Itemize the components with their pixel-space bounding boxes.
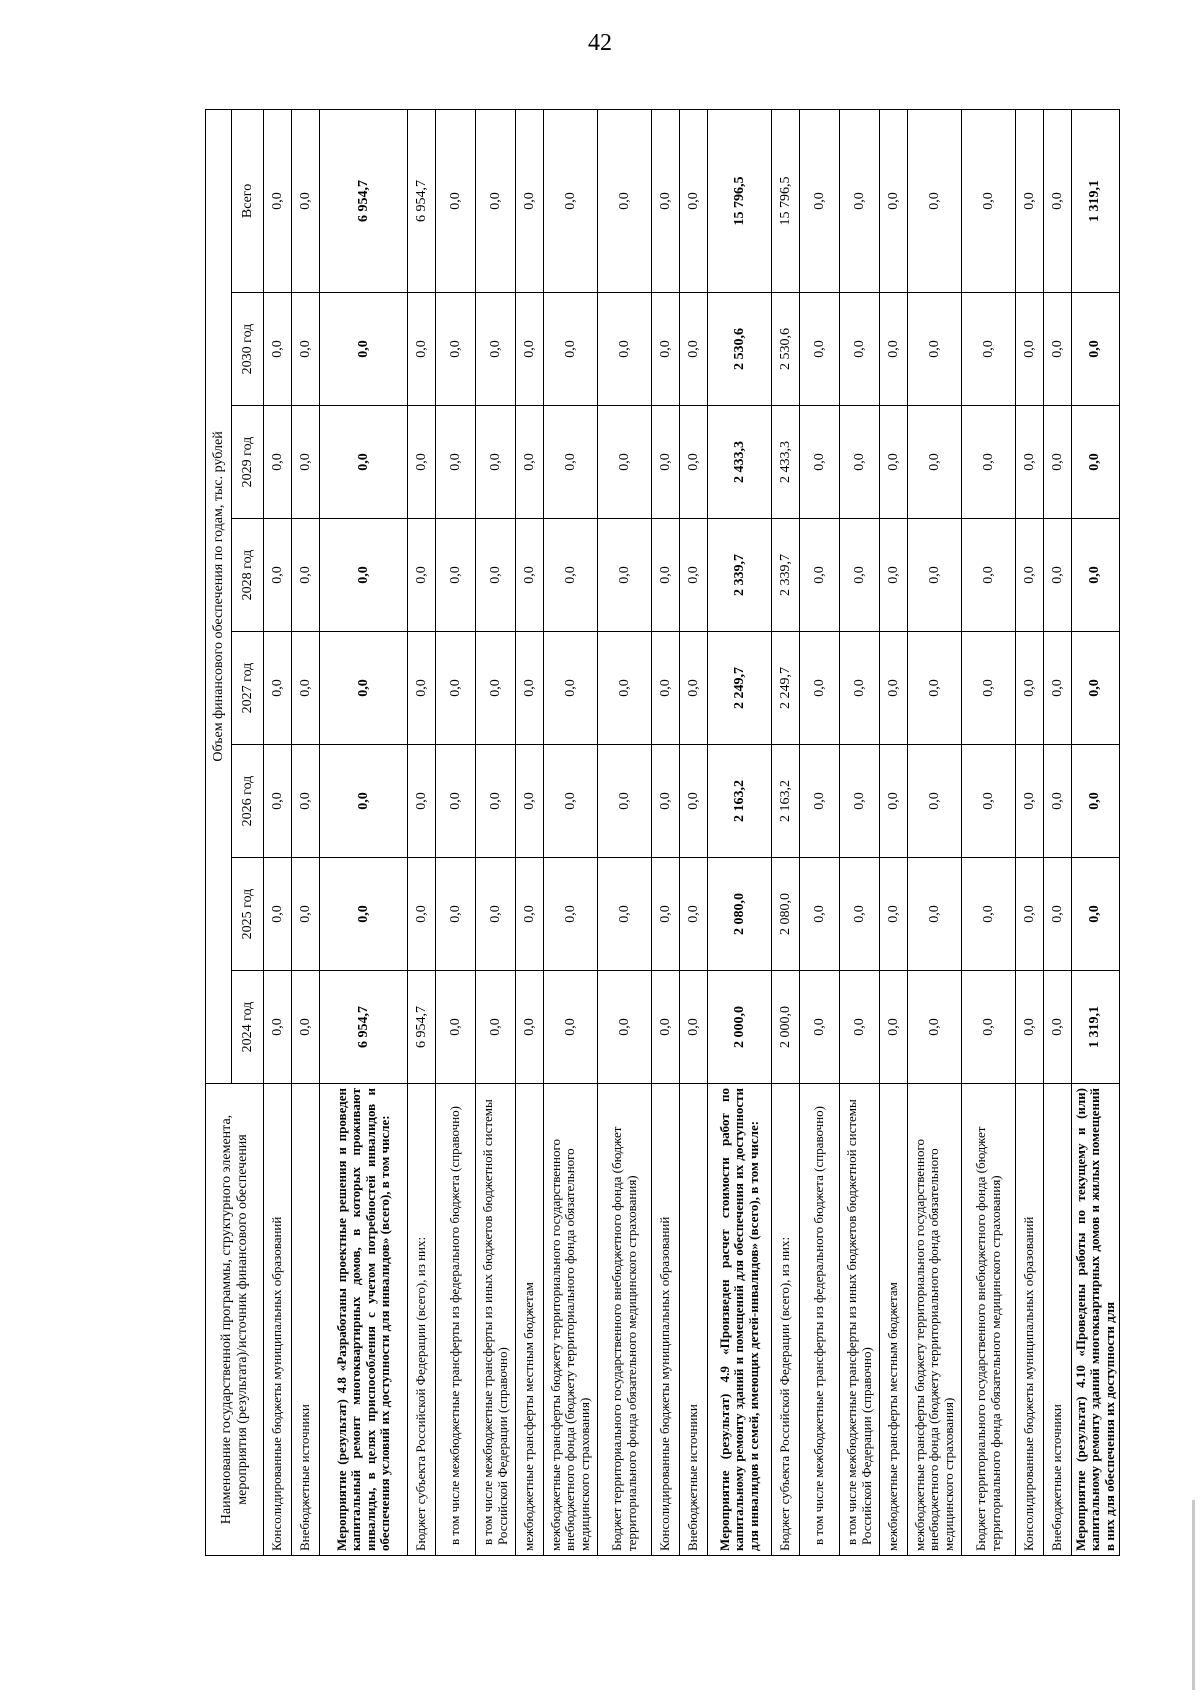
row-year-value: 0,0 [436, 632, 476, 745]
row-label: Консолидированные бюджеты муниципальных образований [652, 1084, 680, 1556]
row-year-value: 0,0 [680, 406, 708, 519]
row-year-value: 0,0 [962, 519, 1016, 632]
row-year-value: 0,0 [598, 632, 652, 745]
header-year: 2030 год [232, 293, 264, 406]
row-year-value: 0,0 [408, 519, 436, 632]
row-year-value: 0,0 [908, 293, 962, 406]
header-year: 2027 год [232, 632, 264, 745]
row-label: Бюджет территориального государственного внебюджетного фонда (бюджет территориального фонда обязательного медицинского страхования) [962, 1084, 1016, 1556]
row-total-value: 6 954,7 [320, 109, 408, 292]
row-label: Мероприятие (результат) 4.10 «Проведены работы по текущему и (или) капитальному ремонту зданий многоквартирных домов и жилых помещений в них для обеспечения их доступности для [1072, 1084, 1120, 1556]
row-year-value: 2 433,3 [708, 406, 772, 519]
row-year-value: 0,0 [652, 406, 680, 519]
row-year-value: 2 433,3 [772, 406, 800, 519]
row-year-value: 0,0 [962, 406, 1016, 519]
header-year: 2028 год [232, 519, 264, 632]
row-year-value: 0,0 [880, 632, 908, 745]
row-year-value: 0,0 [1016, 858, 1044, 971]
row-year-value: 0,0 [1044, 971, 1072, 1084]
row-year-value: 0,0 [408, 406, 436, 519]
row-year-value: 0,0 [544, 406, 598, 519]
row-year-value: 0,0 [680, 293, 708, 406]
row-total-value: 0,0 [880, 109, 908, 292]
row-year-value: 0,0 [840, 293, 880, 406]
row-year-value: 0,0 [516, 293, 544, 406]
row-year-value: 0,0 [652, 293, 680, 406]
table-row [598, 109, 652, 1555]
row-total-value: 0,0 [476, 109, 516, 292]
table-row [436, 109, 476, 1555]
row-label: в том числе межбюджетные трансферты из иных бюджетов бюджетной системы Российской Федерации (справочно) [840, 1084, 880, 1556]
row-total-value: 1 319,1 [1072, 109, 1120, 292]
row-year-value: 0,0 [516, 632, 544, 745]
row-label: межбюджетные трансферты местным бюджетам [516, 1084, 544, 1556]
row-year-value: 0,0 [1016, 971, 1044, 1084]
row-year-value: 0,0 [840, 519, 880, 632]
row-total-value: 0,0 [800, 109, 840, 292]
row-year-value: 0,0 [436, 971, 476, 1084]
row-year-value: 0,0 [598, 519, 652, 632]
row-year-value: 0,0 [800, 293, 840, 406]
row-total-value: 0,0 [598, 109, 652, 292]
row-year-value: 0,0 [962, 858, 1016, 971]
row-year-value: 0,0 [544, 971, 598, 1084]
row-year-value: 0,0 [1072, 406, 1120, 519]
header-funding-group: Объем финансового обеспечения по годам, тыс. рублей [206, 109, 232, 1083]
row-year-value: 0,0 [598, 745, 652, 858]
row-total-value: 0,0 [962, 109, 1016, 292]
row-year-value: 0,0 [680, 519, 708, 632]
row-year-value: 0,0 [680, 971, 708, 1084]
row-year-value: 0,0 [840, 745, 880, 858]
row-total-value: 0,0 [652, 109, 680, 292]
row-label: Мероприятие (результат) 4.8 «Разработаны проектные решения и проведен капитальный ремонт многоквартирных домов, в которых проживают инвалиды, в целях приспособления с учетом потребностей инвалидов и обеспечения условий их доступности для инвалидов» (всего), в том числе: [320, 1084, 408, 1556]
row-label: Мероприятие (результат) 4.9 «Произведен расчет стоимости работ по капитальному ремонту зданий и помещений для обеспечения их доступности для инвалидов и семей, имеющих детей-инвалидов» (всего), в том числе: [708, 1084, 772, 1556]
row-year-value: 0,0 [320, 293, 408, 406]
row-year-value: 0,0 [652, 632, 680, 745]
row-label: Консолидированные бюджеты муниципальных образований [264, 1084, 292, 1556]
row-year-value: 0,0 [516, 858, 544, 971]
row-year-value: 0,0 [544, 632, 598, 745]
row-year-value: 0,0 [800, 406, 840, 519]
table-row [1044, 109, 1072, 1555]
row-year-value: 0,0 [320, 632, 408, 745]
row-year-value: 0,0 [962, 632, 1016, 745]
row-year-value: 0,0 [320, 406, 408, 519]
row-label: межбюджетные трансферты бюджету территориального государственного внебюджетного фонда (бюджету территориального фонда обязательного медицинского страхования) [908, 1084, 962, 1556]
table-row [476, 109, 516, 1555]
row-year-value: 1 319,1 [1072, 971, 1120, 1084]
row-year-value: 0,0 [292, 745, 320, 858]
row-year-value: 0,0 [908, 519, 962, 632]
row-label: Консолидированные бюджеты муниципальных образований [1016, 1084, 1044, 1556]
row-year-value: 0,0 [840, 858, 880, 971]
row-year-value: 0,0 [1072, 632, 1120, 745]
row-year-value: 0,0 [408, 858, 436, 971]
row-total-value: 0,0 [292, 109, 320, 292]
row-year-value: 0,0 [1072, 293, 1120, 406]
row-year-value: 0,0 [436, 745, 476, 858]
header-total: Всего [232, 109, 264, 292]
row-year-value: 0,0 [476, 519, 516, 632]
header-year: 2024 год [232, 971, 264, 1084]
row-year-value: 0,0 [476, 858, 516, 971]
table-row [708, 109, 772, 1555]
row-year-value: 0,0 [908, 632, 962, 745]
row-total-value: 0,0 [544, 109, 598, 292]
row-year-value: 2 530,6 [708, 293, 772, 406]
row-year-value: 6 954,7 [320, 971, 408, 1084]
row-year-value: 0,0 [840, 406, 880, 519]
row-year-value: 0,0 [680, 632, 708, 745]
funding-table [205, 109, 1120, 1556]
row-year-value: 0,0 [880, 971, 908, 1084]
row-year-value: 0,0 [264, 971, 292, 1084]
row-year-value: 0,0 [408, 632, 436, 745]
header-year: 2025 год [232, 858, 264, 971]
row-year-value: 0,0 [908, 971, 962, 1084]
row-label: межбюджетные трансферты бюджету территориального государственного внебюджетного фонда (бюджету территориального фонда обязательного медицинского страхования) [544, 1084, 598, 1556]
table-row [908, 109, 962, 1555]
row-year-value: 0,0 [320, 858, 408, 971]
row-year-value: 0,0 [436, 406, 476, 519]
row-year-value: 0,0 [476, 745, 516, 858]
row-year-value: 0,0 [1016, 632, 1044, 745]
row-total-value: 15 796,5 [708, 109, 772, 292]
row-label: Внебюджетные источники [680, 1084, 708, 1556]
row-year-value: 0,0 [264, 293, 292, 406]
row-year-value: 0,0 [680, 858, 708, 971]
table-row [680, 109, 708, 1555]
row-year-value: 0,0 [516, 406, 544, 519]
row-total-value: 0,0 [436, 109, 476, 292]
row-year-value: 0,0 [598, 293, 652, 406]
row-year-value: 2 339,7 [772, 519, 800, 632]
row-year-value: 2 080,0 [708, 858, 772, 971]
row-year-value: 0,0 [476, 971, 516, 1084]
row-year-value: 0,0 [1072, 858, 1120, 971]
row-year-value: 2 000,0 [772, 971, 800, 1084]
row-year-value: 0,0 [652, 519, 680, 632]
row-year-value: 0,0 [436, 293, 476, 406]
table-row [772, 109, 800, 1555]
row-year-value: 2 163,2 [708, 745, 772, 858]
row-year-value: 0,0 [880, 745, 908, 858]
row-year-value: 2 080,0 [772, 858, 800, 971]
row-year-value: 0,0 [1016, 745, 1044, 858]
row-year-value: 0,0 [264, 406, 292, 519]
row-year-value: 0,0 [264, 858, 292, 971]
row-year-value: 0,0 [264, 632, 292, 745]
table-row [652, 109, 680, 1555]
row-year-value: 0,0 [1016, 519, 1044, 632]
row-year-value: 0,0 [1016, 406, 1044, 519]
row-year-value: 0,0 [436, 858, 476, 971]
row-year-value: 0,0 [962, 745, 1016, 858]
row-year-value: 2 249,7 [708, 632, 772, 745]
row-total-value: 0,0 [264, 109, 292, 292]
row-year-value: 0,0 [264, 745, 292, 858]
page-number: 42 [588, 30, 612, 56]
row-year-value: 0,0 [292, 406, 320, 519]
row-year-value: 0,0 [1072, 745, 1120, 858]
row-label: в том числе межбюджетные трансферты из иных бюджетов бюджетной системы Российской Федерации (справочно) [476, 1084, 516, 1556]
table-row [408, 109, 436, 1555]
row-label: Бюджет субъекта Российской Федерации (всего), из них: [408, 1084, 436, 1556]
row-year-value: 0,0 [800, 858, 840, 971]
row-year-value: 0,0 [652, 971, 680, 1084]
row-year-value: 0,0 [476, 406, 516, 519]
row-year-value: 0,0 [880, 858, 908, 971]
row-year-value: 0,0 [1044, 293, 1072, 406]
row-year-value: 0,0 [1044, 858, 1072, 971]
row-total-value: 0,0 [516, 109, 544, 292]
row-year-value: 0,0 [544, 519, 598, 632]
row-label: Бюджет территориального государственного внебюджетного фонда (бюджет территориального фонда обязательного медицинского страхования) [598, 1084, 652, 1556]
row-label: в том числе межбюджетные трансферты из федерального бюджета (справочно) [436, 1084, 476, 1556]
row-year-value: 0,0 [800, 745, 840, 858]
row-total-value: 0,0 [680, 109, 708, 292]
row-label: Внебюджетные источники [1044, 1084, 1072, 1556]
row-year-value: 0,0 [320, 745, 408, 858]
row-year-value: 0,0 [598, 406, 652, 519]
table-row [292, 109, 320, 1555]
row-year-value: 0,0 [840, 632, 880, 745]
row-year-value: 0,0 [908, 858, 962, 971]
row-year-value: 0,0 [292, 293, 320, 406]
row-year-value: 0,0 [292, 971, 320, 1084]
row-year-value: 0,0 [880, 406, 908, 519]
table-row [962, 109, 1016, 1555]
row-year-value: 2 163,2 [772, 745, 800, 858]
row-year-value: 0,0 [908, 745, 962, 858]
row-total-value: 0,0 [908, 109, 962, 292]
row-year-value: 0,0 [652, 745, 680, 858]
row-year-value: 0,0 [1044, 632, 1072, 745]
row-year-value: 2 339,7 [708, 519, 772, 632]
row-year-value: 0,0 [840, 971, 880, 1084]
row-label: в том числе межбюджетные трансферты из федерального бюджета (справочно) [800, 1084, 840, 1556]
row-label: Внебюджетные источники [292, 1084, 320, 1556]
row-year-value: 0,0 [516, 745, 544, 858]
row-year-value: 0,0 [652, 858, 680, 971]
row-total-value: 0,0 [1044, 109, 1072, 292]
row-year-value: 0,0 [800, 632, 840, 745]
table-row [840, 109, 880, 1555]
row-year-value: 0,0 [476, 632, 516, 745]
header-year: 2029 год [232, 406, 264, 519]
row-year-value: 0,0 [264, 519, 292, 632]
row-year-value: 0,0 [962, 971, 1016, 1084]
row-year-value: 0,0 [408, 745, 436, 858]
row-year-value: 0,0 [544, 858, 598, 971]
table-row [800, 109, 840, 1555]
row-year-value: 0,0 [292, 858, 320, 971]
row-year-value: 0,0 [544, 745, 598, 858]
row-year-value: 2 249,7 [772, 632, 800, 745]
row-year-value: 0,0 [292, 632, 320, 745]
rotated-table-container [205, 110, 1117, 1556]
row-year-value: 0,0 [908, 406, 962, 519]
row-year-value: 2 000,0 [708, 971, 772, 1084]
row-label: Бюджет субъекта Российской Федерации (всего), из них: [772, 1084, 800, 1556]
row-year-value: 0,0 [516, 971, 544, 1084]
table-row [320, 109, 408, 1555]
row-year-value: 0,0 [598, 858, 652, 971]
table-row [880, 109, 908, 1555]
row-total-value: 0,0 [840, 109, 880, 292]
row-year-value: 0,0 [598, 971, 652, 1084]
row-total-value: 0,0 [1016, 109, 1044, 292]
row-year-value: 0,0 [800, 519, 840, 632]
row-year-value: 0,0 [680, 745, 708, 858]
row-total-value: 6 954,7 [408, 109, 436, 292]
row-year-value: 0,0 [320, 519, 408, 632]
row-year-value: 0,0 [880, 519, 908, 632]
row-year-value: 0,0 [1072, 519, 1120, 632]
table-row [264, 109, 292, 1555]
row-year-value: 0,0 [476, 293, 516, 406]
row-year-value: 0,0 [1044, 519, 1072, 632]
table-row [1072, 109, 1120, 1555]
row-year-value: 0,0 [408, 293, 436, 406]
row-year-value: 0,0 [292, 519, 320, 632]
table-row [1016, 109, 1044, 1555]
row-year-value: 0,0 [1044, 406, 1072, 519]
row-year-value: 6 954,7 [408, 971, 436, 1084]
table-body [264, 109, 1120, 1555]
row-year-value: 0,0 [962, 293, 1016, 406]
row-year-value: 0,0 [880, 293, 908, 406]
row-year-value: 0,0 [1016, 293, 1044, 406]
header-name-column: Наименование государственной программы, структурного элемента, мероприятия (результата)/источник финансового обеспечения [206, 1084, 264, 1556]
row-label: межбюджетные трансферты местным бюджетам [880, 1084, 908, 1556]
row-year-value: 0,0 [544, 293, 598, 406]
row-year-value: 0,0 [516, 519, 544, 632]
header-year: 2026 год [232, 745, 264, 858]
row-year-value: 2 530,6 [772, 293, 800, 406]
table-row [516, 109, 544, 1555]
row-year-value: 0,0 [436, 519, 476, 632]
row-year-value: 0,0 [1044, 745, 1072, 858]
table-row [544, 109, 598, 1555]
row-year-value: 0,0 [800, 971, 840, 1084]
scan-edge-mark [1192, 1500, 1195, 1690]
row-total-value: 15 796,5 [772, 109, 800, 292]
